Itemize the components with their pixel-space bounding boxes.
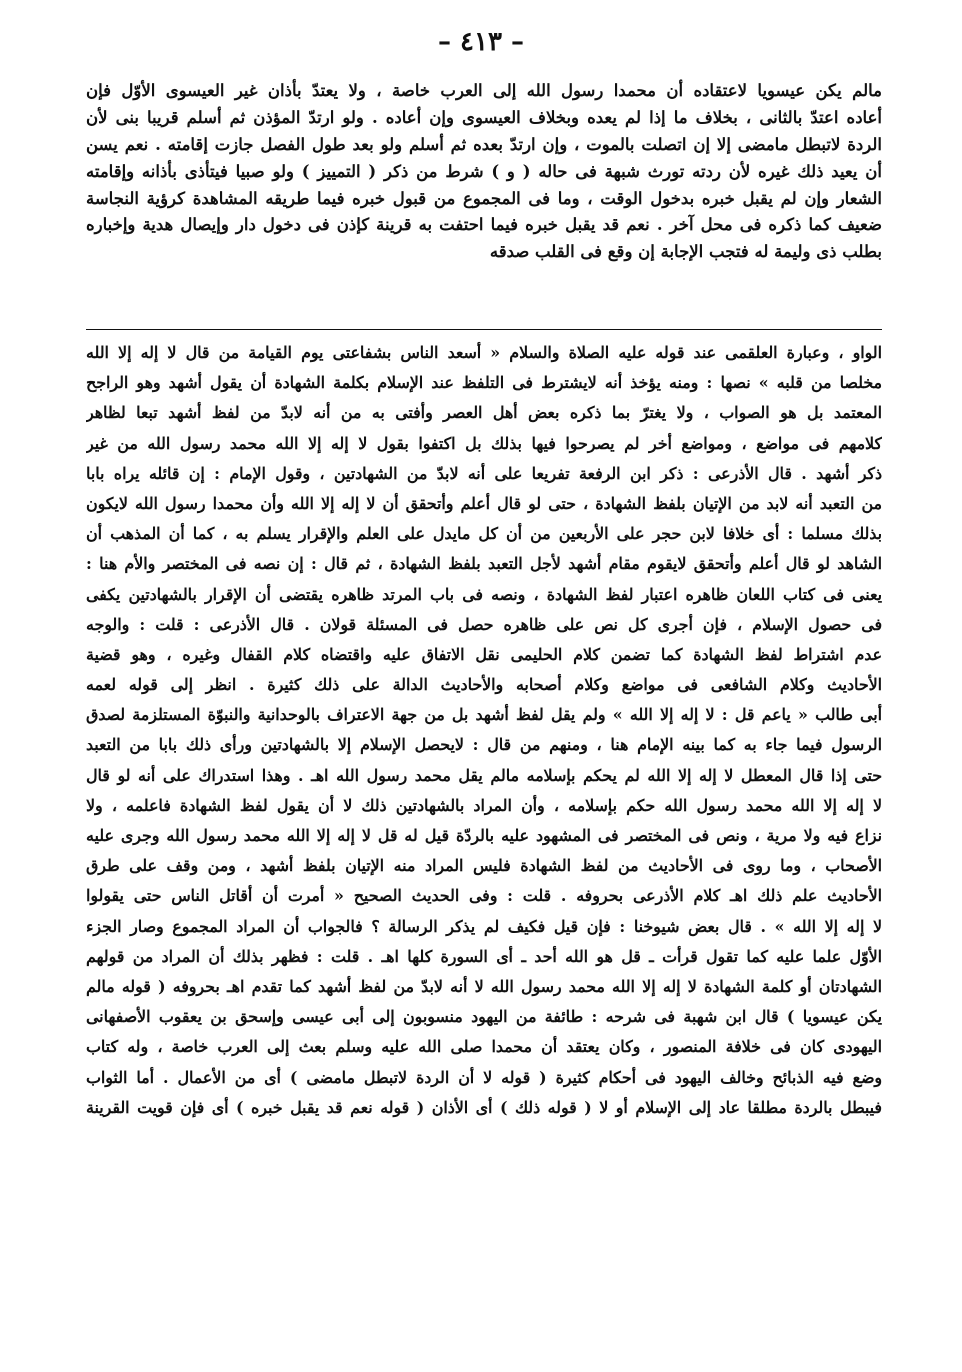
commentary-line: الأحاديث وكلام الشافعى فى مواضع وكلام أصحابه والأحاديث الدالة على ذلك كثيرة . انظر إلى قوله لعمه xyxy=(86,675,882,695)
commentary-line: فيبطل بالردة مطلقا عاد إلى الإسلام أو لا ( قوله ذلك ) أى الأذان ( قوله نعم قد يقبل خبره ) أى فإن قويت القرينة xyxy=(86,1097,882,1117)
commentary-line: عدم اشتراط لفظ الشهادة كما تضمن كلام الحليمى نقل الاتفاق عليه واقتضاه كلام القفال وغيره ، وهو قضية xyxy=(86,644,882,664)
commentary-line: من التعبد أنه لابد من الإتيان بلفظ الشهادة ، حتى لو قال أعلم وأتحقق أن لا إله إلا الله وأن محمدا رسول الله لايكون xyxy=(86,493,882,513)
commentary-line: يعنى فى كتاب اللعان ظاهره اعتبار لفظ الشهادة ، ونصه فى باب المرتد ظاهره يقتضى أن الإقرار بالشهادتين يكفى xyxy=(86,584,882,604)
commentary-line: الرسول فيما جاء به كما بينه الإمام هنا ، ومنهم من قال : لايحصل الإسلام إلا بالشهادتين ورأى ذلك بابا من التعبد xyxy=(86,735,882,755)
commentary-line: الأصحاب ، وما روى فى الأحاديث من لفظ الشهادة فليس المراد منه الإتيان بلفظ أشهد ، ومن وقف على طرق xyxy=(86,856,882,876)
commentary-line: ذكر أشهد . قال الأذرعى : ذكر ابن الرفعة تفريعا على أنه لابدّ من الشهادتين ، وقول الإمام : إن قائله يراه بابا xyxy=(86,463,882,483)
page-number: – ٤١٣ – xyxy=(437,27,525,57)
separator-rule xyxy=(86,329,882,330)
commentary-line: كلامهم فى مواضع ، ومواضع أخر لم يصرحوا فيها بذلك بل اكتفوا بقول لا إله إلا الله محمد رسول الله من غير xyxy=(86,433,882,453)
main-text-line: ضعيف كما ذكره فى محل آخر . نعم قد يقبل خبره فيما احتفت به قرينة كإذن فى دخول دار وإيصال هدية وإخباره xyxy=(86,215,882,235)
main-text-block xyxy=(86,78,882,266)
commentary-line: اليهودى كان فى خلافة المنصور ، وكان يعتقد أن محمدا صلى الله عليه وسلم بعث إلى العرب خاصة ، وله كتاب xyxy=(86,1037,882,1057)
commentary-line: لا إله إلا الله » . قال بعض شيوخنا : فإن قيل فكيف لم يذكر الرسالة ؟ فالجواب أن المراد المجموع وصار الجزء xyxy=(86,916,882,936)
commentary-line: مخلصا من قلبه » نصها : ومنه يؤخذ أنه لايشترط فى التلفظ عند الإسلام بكلمة الشهادة أن يقول أشهد وهو الراجح xyxy=(86,373,882,393)
commentary-line: الأحاديث علم ذلك اهـ كلام الأذرعى بحروفه . قلت : وفى الحديث الصحيح « أمرت أن أقاتل الناس حتى يقولوا xyxy=(86,886,882,906)
commentary-line: لا إله إلا الله محمد رسول الله حكم بإسلامه ، وأن المراد بالشهادتين ذلك لا أن يقول لفظ الشهادة فاعلمه ، ولا xyxy=(86,795,882,815)
commentary-line: المعتمد بل هو الصواب ، ولا يغترّ بما ذكره بعض أهل العصر وأفتى به من أنه لابدّ من لفظ أشهد تبعا لظاهر xyxy=(86,403,882,423)
commentary-line: يكن عيسويا ) قال ابن شهبة فى شرحه : طائفة من اليهود منسوبون إلى أبى عيسى وإسحق بن يعقوب الأصفهانى xyxy=(86,1007,882,1027)
commentary-line: الشهادتان أو كلمة الشهادة لا إله إلا الله محمد رسول الله لا أنه لابدّ من لفظ أشهد كما تقدم اهـ بحروفه ( قوله مالم xyxy=(86,976,882,996)
commentary-line: بذلك مسلما : أى خلافا لابن حجر على الأربعين من أن كل مايدل على العلم والإقرار يسلم به ، كما أن المذهب أن xyxy=(86,524,882,544)
main-text-line: الردة لاتبطل مامضى إلا إن اتصلت بالموت ، وإن ارتدّ بعده ثم أسلم ولو بعد طول الفصل جازت إقامته . نعم يسن xyxy=(86,134,882,154)
main-text-line: الشعار وإن لم يقبل خبره بدخول الوقت ، وما فى المجموع من قبول خبره فيما طريقه المشاهدة كرؤية النجاسة xyxy=(86,188,882,208)
commentary-line: أبى طالب « ياعم قل : لا إله إلا الله » ولم يقل لفظ أشهد بل من جهة الاعتراف بالوحدانية والنبوّة المستلزمة لصدق xyxy=(86,705,882,725)
commentary-line: وضع فيه الذبائح وخالف اليهود فى أحكام كثيرة ( قوله لا أن الردة لاتبطل مامضى ) أى من الأعمال . أما الثواب xyxy=(86,1067,882,1087)
main-text-line-last: بطلب ذى وليمة له فتجب الإجابة إن وقع فى القلب صدقه xyxy=(489,242,882,262)
commentary-line: فى حصول الإسلام ، فإن أجرى كل نص على ظاهره حصل فى المسئلة قولان . قال الأذرعى : قلت : والوجه xyxy=(86,614,882,634)
commentary-block xyxy=(86,338,882,1123)
main-text-line: أعاده اعتدّ بالثانى ، بخلاف ما إذا لم يعده وبخلاف العيسوى وإن أعاده . ولو ارتدّ المؤذن ثم أسلم قريبا بنى لأن xyxy=(86,107,882,127)
commentary-line: الواو ، وعبارة العلقمى عند قوله عليه الصلاة والسلام « أسعد الناس بشفاعتى يوم القيامة من قال لا إله إلا الله xyxy=(86,343,882,362)
commentary-line: الأوّل علما عليه كما تقول قرأت ـ قل هو الله أحد ـ أى السورة كلها اهـ . قلت : فظهر بذلك أن المراد من قولهم xyxy=(86,946,882,966)
main-text-line: مالم يكن عيسويا لاعتقاده أن محمدا رسول الله إلى العرب خاصة ، ولا يعتدّ بأذان غير العيسوى الأوّل فإن xyxy=(86,81,882,100)
main-text-line: أن يعيد ذلك غيره لأن ردته تورث شبهة فى حاله ( و ) شرط من ذكر ( التمييز ) ولو صبيا فيتأذى بأذانه وإقامته xyxy=(86,161,882,181)
commentary-line: الشاهد لو قال أعلم وأتحقق لايقوم مقام أشهد لأجل التعبد بلفظ الشهادة ، ثم قال : إن نصه فى المختصر والأم هنا : xyxy=(86,554,882,574)
commentary-line: نزاع فيه ولا مرية ، ونص فى المختصر فى المشهود عليه بالردّة قيل له قل لا إله إلا الله محمد رسول الله وجرى عليه xyxy=(86,826,882,845)
commentary-line: حتى إذا قال المعطل لا إله إلا الله لم يحكم بإسلامه مالم يقل محمد رسول الله اهـ . وهذا استدراك على أنه لو قال xyxy=(86,765,882,785)
